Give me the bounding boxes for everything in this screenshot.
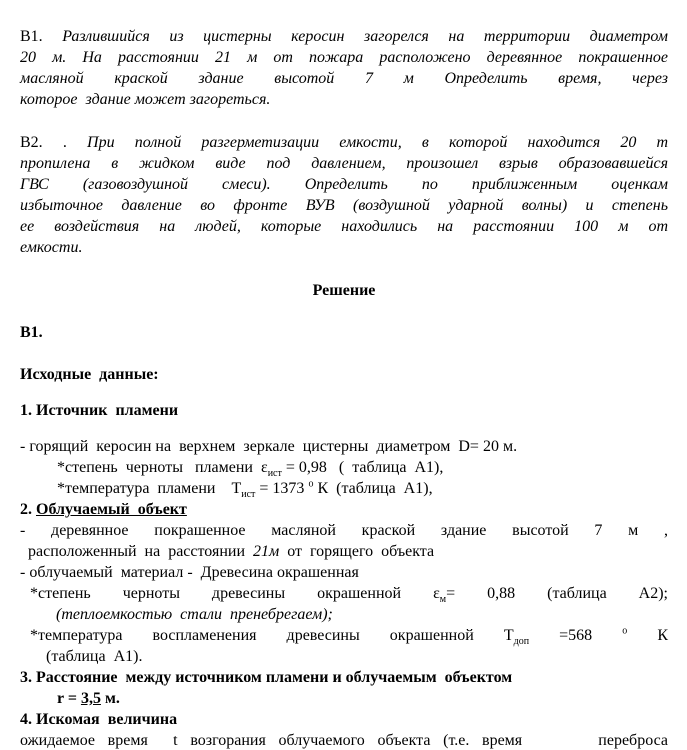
problem-b2-line-4: избыточное давление во фронте ВУВ (воздушной ударной волны) и степень bbox=[20, 197, 668, 214]
flame-temperature-subscript: ист bbox=[241, 489, 256, 501]
problem-b2-label: В2. . bbox=[20, 134, 67, 151]
problem-b2-line-3: ГВС (газовоздушной смеси). Определить по приближенным оценкам bbox=[20, 176, 668, 193]
distance-value: 3,5 bbox=[80, 690, 101, 707]
problem-b2-line-1 bbox=[20, 132, 668, 153]
problem-b2 bbox=[20, 132, 668, 258]
section3-distance-line bbox=[20, 688, 668, 709]
section1-temperature-line bbox=[20, 478, 668, 499]
problem-b1-text-1: Разлившийся из цистерны керосин загорелся на территории диаметром bbox=[62, 28, 668, 45]
flame-emissivity-post: = 0,98 ( таблица А1), bbox=[281, 459, 444, 476]
problem-b1-line-1 bbox=[20, 26, 668, 47]
problem-b1-line-2: 20 м. На расстоянии 21 м от пожара расположено деревянное покрашенное bbox=[20, 49, 668, 66]
wood-emissivity-pre: *степень черноты древесины окрашенной ε bbox=[30, 585, 440, 602]
building-distance-post: от горящего объекта bbox=[279, 543, 435, 560]
ignition-temperature-post: К bbox=[627, 627, 669, 644]
section2-note-line: (теплоемкостью стали пренебрегаем); bbox=[56, 606, 333, 623]
problem-b2-line-2: пропилена в жидком виде под давлением, произошел взрыв образовавшейся bbox=[20, 155, 668, 172]
ignition-temperature-pre: *температура воспламенения древесины окрашенной Т bbox=[30, 627, 514, 644]
section1-heading: 1. Источник пламени bbox=[20, 402, 179, 419]
section2-ignition-line bbox=[20, 625, 668, 646]
section2-table-ref-line: (таблица А1). bbox=[46, 648, 143, 665]
solution-b1-label: В1. bbox=[20, 324, 43, 341]
problem-b1-label: В1. bbox=[20, 28, 43, 45]
section2-building-line-2 bbox=[20, 541, 668, 562]
ignition-temperature-degree: о bbox=[622, 625, 628, 637]
flame-temperature-post: К (таблица А1), bbox=[313, 480, 433, 497]
section2-emissivity-line bbox=[20, 583, 668, 604]
section3-heading: 3. Расстояние между источником пламени и облучаемым объектом bbox=[20, 669, 513, 686]
section4-heading: 4. Искомая величина bbox=[20, 711, 178, 728]
section2-heading-number: 2. bbox=[20, 501, 36, 518]
problem-b1-line-4: которое здание может загореться. bbox=[20, 91, 271, 108]
distance-pre: r = bbox=[57, 690, 81, 707]
flame-temperature-degree: о bbox=[308, 478, 314, 490]
distance-post: м. bbox=[100, 690, 120, 707]
ignition-temperature-subscript: доп bbox=[513, 636, 530, 648]
flame-emissivity-subscript: ист bbox=[267, 468, 282, 480]
building-distance-value: 21м bbox=[253, 543, 280, 560]
initial-data-heading: Исходные данные: bbox=[20, 366, 159, 383]
problem-b2-text-1: При полной разгерметизации емкости, в которой находится 20 т bbox=[87, 134, 669, 151]
section1-kerosene-line: - горящий керосин на верхнем зеркале цистерны диаметром D= 20 м. bbox=[20, 438, 518, 455]
problem-b1 bbox=[20, 26, 668, 110]
flame-temperature-mid: = 1373 bbox=[255, 480, 309, 497]
ignition-temperature-mid: =568 bbox=[529, 627, 623, 644]
section2-heading bbox=[20, 499, 668, 520]
section2-material-line: - облучаемый материал - Древесина окрашенная bbox=[20, 564, 359, 581]
building-distance-pre: расположенный на расстоянии bbox=[28, 543, 254, 560]
flame-emissivity-pre: *степень черноты пламени ε bbox=[57, 459, 268, 476]
flame-temperature-pre: *температура пламени Т bbox=[57, 480, 242, 497]
section4-line-1: ожидаемое время t возгорания облучаемого объекта (т.е. время переброса bbox=[20, 732, 668, 749]
problem-b2-line-5: ее воздействия на людей, которые находились на расстоянии 100 м от bbox=[20, 218, 668, 235]
solution-heading: Решение bbox=[312, 282, 376, 299]
section2-building-line-1: - деревянное покрашенное масляной краской здание высотой 7 м , bbox=[20, 522, 668, 539]
wood-emissivity-post: = 0,88 (таблица А2); bbox=[446, 585, 669, 602]
problem-b1-line-3: масляной краской здание высотой 7 м Определить время, через bbox=[20, 70, 668, 87]
section2-heading-text: Облучаемый объект bbox=[36, 501, 187, 518]
wood-emissivity-subscript: м bbox=[439, 594, 447, 606]
section1-emissivity-line bbox=[20, 457, 668, 478]
problem-b2-line-6: емкости. bbox=[20, 239, 83, 256]
